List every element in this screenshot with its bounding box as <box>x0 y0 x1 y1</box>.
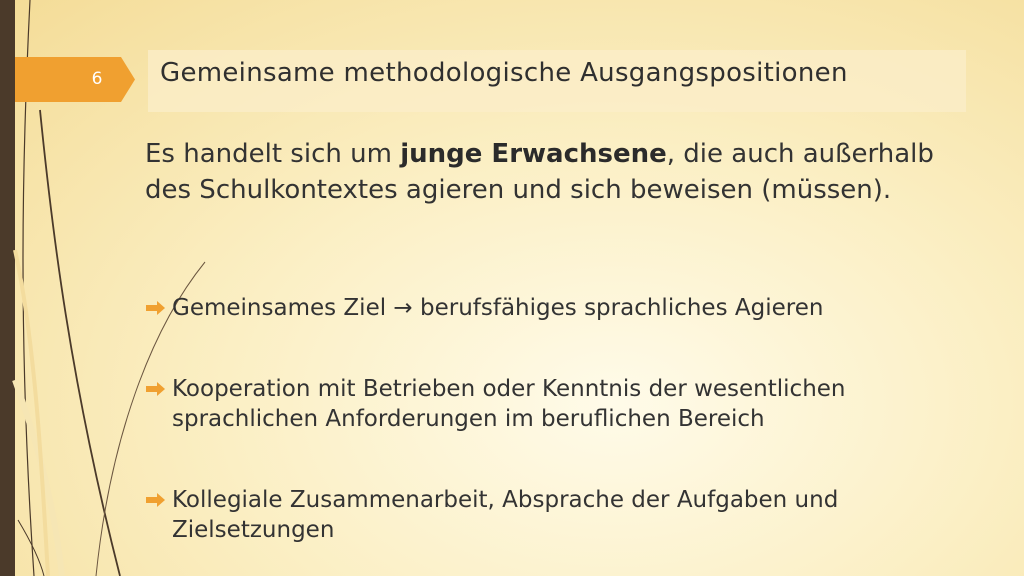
arrow-right-icon <box>145 492 167 508</box>
bullet-text: Gemeinsames Ziel → berufsfähiges sprachliches Agieren <box>172 295 824 321</box>
slide-title: Gemeinsame methodologische Ausgangspositionen <box>160 58 848 88</box>
intro-prefix: Es handelt sich um <box>145 139 401 169</box>
bullet-text: Kooperation mit Betrieben oder Kenntnis der wesentlichen sprachlichen Anforderungen im beruflichen Bereich <box>172 376 846 432</box>
slide-number-tab <box>15 57 135 102</box>
bullet-item <box>145 485 975 545</box>
intro-emphasis: junge Erwachsene <box>400 139 667 169</box>
bullet-list <box>145 293 975 545</box>
bullet-text: Kollegiale Zusammenarbeit, Absprache der Aufgaben und Zielsetzungen <box>172 487 839 543</box>
bullet-item <box>145 293 975 323</box>
bullet-item <box>145 374 975 434</box>
arrow-right-icon <box>145 300 167 316</box>
slide-number: 6 <box>91 69 103 89</box>
arrow-right-icon <box>145 381 167 397</box>
intro-paragraph <box>145 136 945 208</box>
intro-suffix: , die auch außerhalb des Schulkontextes agieren und sich beweisen (müssen). <box>145 139 934 205</box>
